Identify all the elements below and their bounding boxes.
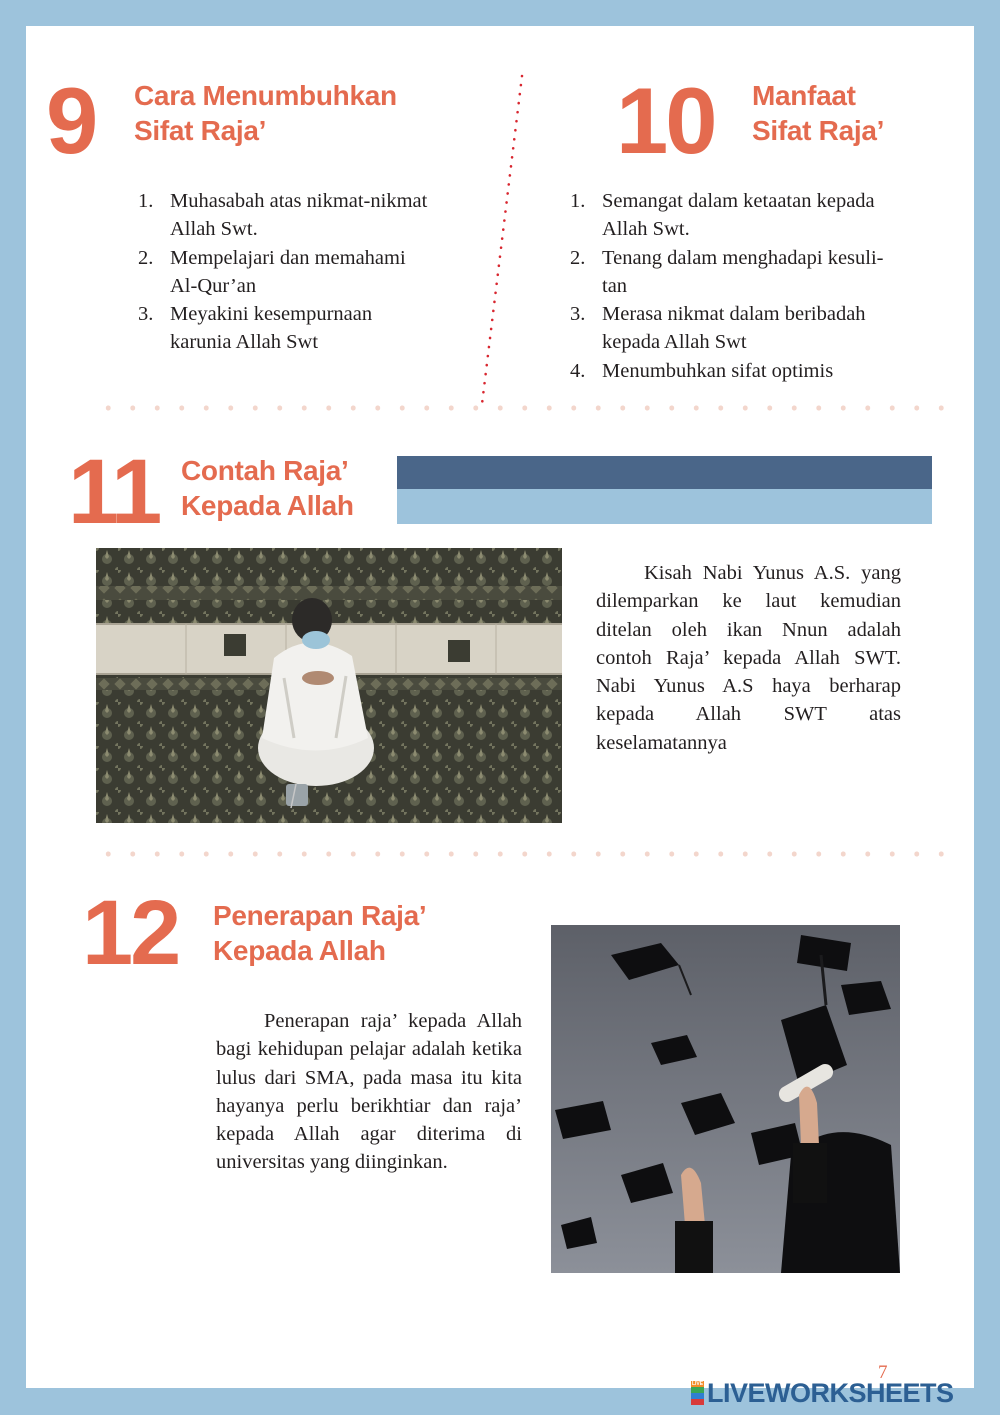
section-11-title	[181, 453, 354, 523]
list-item: 2. Tenang dalam menghadapi kesuli- tan	[570, 246, 884, 297]
dotted-separator	[96, 405, 952, 411]
section-10-title-line2: Sifat Raja’	[752, 115, 885, 146]
list-item: 3. Merasa nikmat dalam beribadah kepada Allah Swt	[570, 303, 866, 354]
section-12-title-line1: Penerapan Raja’	[213, 900, 427, 931]
liveworksheets-logo[interactable]	[691, 1376, 954, 1410]
diagonal-dotted-divider	[470, 70, 530, 410]
list-item: 3. Meyakini kesempurnaan karunia Allah Swt	[138, 303, 373, 354]
liveworksheets-wordmark: LIVEWORKSHEETS	[707, 1377, 954, 1408]
section-12-title-line2: Kepada Allah	[213, 935, 386, 966]
section-10-number: 10	[616, 68, 715, 173]
header-bar-dark	[397, 456, 932, 489]
section-11-number: 11	[68, 441, 160, 543]
section-10-title-line1: Manfaat	[752, 80, 856, 111]
graduation-photo	[551, 925, 900, 1273]
section-12-number: 12	[82, 882, 179, 984]
section-12-paragraph: Penerapan raja’ kepada Allah bagi kehidupan pelajar adalah ketika lulus dari SMA, pada masa itu kita hayanya perlu berikhtiar dan raja’ kepada Allah agar diterima di universitas yang diinginkan.	[216, 1010, 522, 1174]
section-9-title	[134, 78, 397, 148]
section-9-title-line2: Sifat Raja’	[134, 115, 267, 146]
list-item: 4. Menumbuhkan sifat optimis	[570, 359, 834, 382]
list-item: 1. Muhasabah atas nikmat-nikmat Allah Swt.	[138, 190, 428, 241]
list-item: 1. Semangat dalam ketaatan kepada Allah Swt.	[570, 190, 875, 241]
section-9-list	[138, 187, 478, 357]
section-10-list	[570, 187, 950, 385]
list-item: 2. Mempelajari dan memahami Al-Qur’an	[138, 246, 406, 297]
page-number: 7	[878, 1362, 888, 1383]
section-10-title	[752, 78, 884, 148]
section-9-title-line1: Cara Menumbuhkan	[134, 80, 397, 111]
section-11-paragraph: Kisah Nabi Yunus A.S. yang dilemparkan ke laut kemudian ditelan oleh ikan Nnun adalah contoh Raja’ kepada Allah SWT. Nabi Yunus A.S haya berharap kepada Allah SWT atas keselamatannya	[596, 562, 901, 754]
section-11-title-line1: Contah Raja’	[181, 455, 349, 486]
header-bar-light	[397, 489, 932, 524]
section-11-title-line2: Kepada Allah	[181, 490, 354, 521]
section-12-title	[213, 898, 426, 968]
dotted-separator	[96, 851, 952, 857]
live-tag-icon: LIVE	[691, 1381, 704, 1405]
prayer-photo	[96, 548, 562, 823]
section-9-number: 9	[46, 68, 96, 173]
